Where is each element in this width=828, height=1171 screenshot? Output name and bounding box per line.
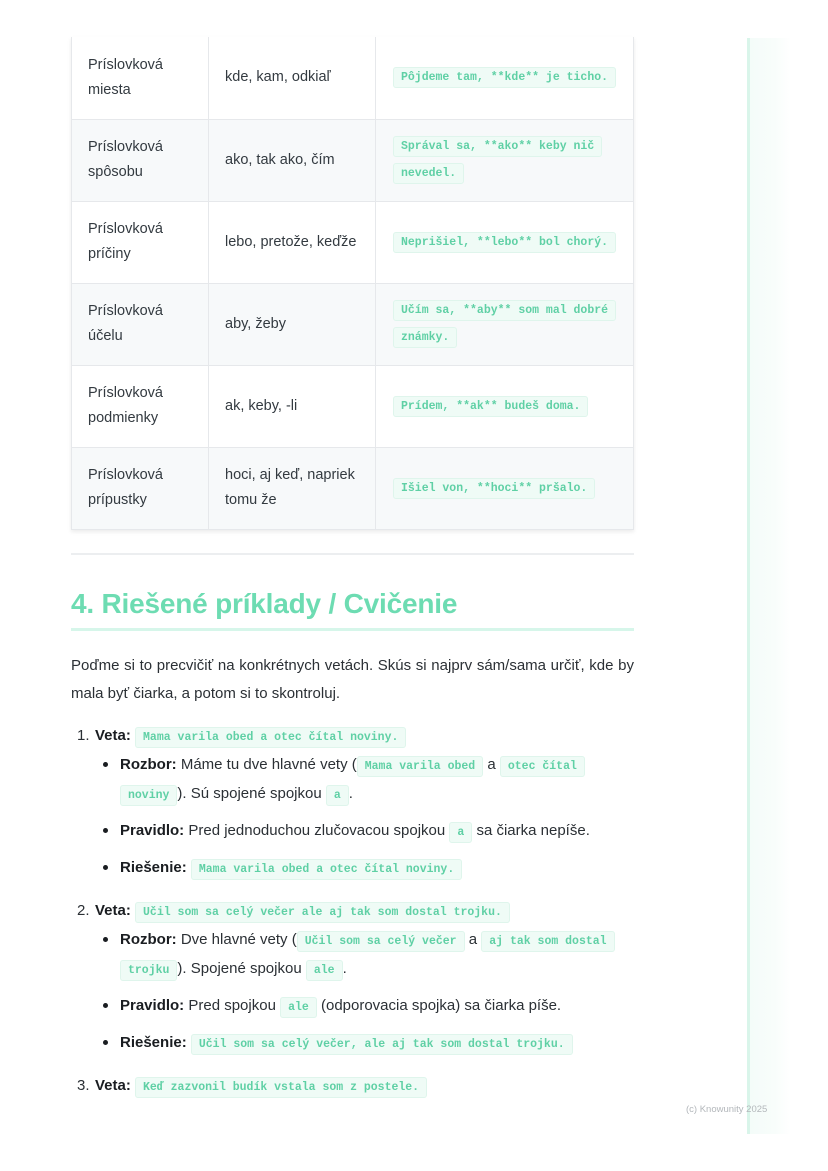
analysis-text: ). Sú spojené spojkou <box>177 785 322 802</box>
solution-item <box>95 854 634 883</box>
rule-item <box>95 817 634 846</box>
item-number: 3. <box>77 1077 90 1094</box>
item-number: 1. <box>77 727 90 744</box>
table-row <box>72 365 634 447</box>
conjunction-code: a <box>326 785 349 806</box>
section-heading: 4. Riešené príklady / Cvičenie <box>71 588 634 631</box>
sentence-code: Keď zazvonil budík vstala som z postele. <box>135 1077 427 1098</box>
clause-code: aj tak som dostal trojku <box>120 931 615 981</box>
conjunction-code: a <box>449 822 472 843</box>
clause-code: Mama varila obed <box>357 756 483 777</box>
example-cell <box>376 365 634 447</box>
solution-item <box>95 1029 634 1058</box>
intro-paragraph: Poďme si to precvičiť na konkrétnych vetách. Skús si najprv sám/sama určiť, kde by mala byť čiarka, a potom si to skontroluj. <box>71 657 634 702</box>
label-pravidlo: Pravidlo: <box>120 822 185 839</box>
clause-type-cell: Príslovková účelu <box>72 283 209 365</box>
rule-item <box>95 992 634 1021</box>
example-cell <box>376 119 634 201</box>
conjunction-code: ale <box>280 997 317 1018</box>
sentence-code: Učil som sa celý večer ale aj tak som dostal trojku. <box>135 902 510 923</box>
analysis-item <box>95 751 634 809</box>
side-margin-strip <box>747 38 791 1134</box>
document-page <box>71 37 634 530</box>
label-rozbor: Rozbor: <box>120 756 177 773</box>
example-code: Prídem, **ak** budeš doma. <box>393 396 588 417</box>
example-code: Išiel von, **hoci** pršalo. <box>393 478 595 499</box>
example-cell <box>376 201 634 283</box>
label-veta: Veta: <box>95 727 131 744</box>
clause-code: otec čítal noviny <box>120 756 585 806</box>
conjunctions-cell: aby, žeby <box>209 283 376 365</box>
example-code: Neprišiel, **lebo** bol chorý. <box>393 232 616 253</box>
analysis-item <box>95 926 634 984</box>
clause-type-cell: Príslovková miesta <box>72 37 209 119</box>
example-cell <box>376 37 634 119</box>
examples-list <box>71 722 634 1115</box>
conjunction-table <box>71 37 634 530</box>
clause-type-cell: Príslovková podmienky <box>72 365 209 447</box>
rule-text: Pred jednoduchou zlučovacou spojkou <box>188 822 446 839</box>
clause-code: Učil som sa celý večer <box>297 931 465 952</box>
conjunctions-cell: kde, kam, odkiaľ <box>209 37 376 119</box>
conjunction-code: ale <box>306 960 343 981</box>
joiner-text: a <box>468 931 478 948</box>
sentence-code: Mama varila obed a otec čítal noviny. <box>135 727 406 748</box>
section-divider <box>71 553 634 555</box>
label-rozbor: Rozbor: <box>120 931 177 948</box>
example-code: Správal sa, **ako** keby nič nevedel. <box>393 136 602 184</box>
table-row <box>72 283 634 365</box>
conjunctions-cell: ak, keby, -li <box>209 365 376 447</box>
label-pravidlo: Pravidlo: <box>120 997 185 1014</box>
label-veta: Veta: <box>95 902 131 919</box>
example-cell <box>376 283 634 365</box>
item-number: 2. <box>77 902 90 919</box>
solution-code: Učil som sa celý večer, ale aj tak som dostal trojku. <box>191 1034 573 1055</box>
conjunctions-cell: ako, tak ako, čím <box>209 119 376 201</box>
solution-code: Mama varila obed a otec čítal noviny. <box>191 859 462 880</box>
rule-text: sa čiarka nepíše. <box>476 822 590 839</box>
rule-text: (odporovacia spojka) sa čiarka píše. <box>320 997 562 1014</box>
example-code: Učím sa, **aby** som mal dobré známky. <box>393 300 616 348</box>
conjunctions-cell: hoci, aj keď, napriek tomu že <box>209 447 376 529</box>
example-code: Pôjdeme tam, **kde** je ticho. <box>393 67 616 88</box>
analysis-text: Máme tu dve hlavné vety ( <box>180 756 357 773</box>
clause-type-cell: Príslovková spôsobu <box>72 119 209 201</box>
example-item <box>71 722 634 883</box>
example-cell <box>376 447 634 529</box>
example-item <box>71 897 634 1058</box>
details-list <box>95 751 634 883</box>
clause-type-cell: Príslovková príčiny <box>72 201 209 283</box>
example-item <box>71 1072 634 1101</box>
analysis-text: ). Spojené spojkou <box>177 960 302 977</box>
clause-type-cell: Príslovková prípustky <box>72 447 209 529</box>
analysis-text: Dve hlavné vety ( <box>180 931 297 948</box>
conjunctions-cell: lebo, pretože, keďže <box>209 201 376 283</box>
rule-text: Pred spojkou <box>188 997 276 1014</box>
joiner-text: a <box>487 756 496 773</box>
table-row <box>72 119 634 201</box>
label-riesenie: Riešenie: <box>120 1034 187 1051</box>
label-veta: Veta: <box>95 1077 131 1094</box>
analysis-text: . <box>348 785 353 802</box>
details-list <box>95 926 634 1058</box>
table-row <box>72 201 634 283</box>
table-row <box>72 447 634 529</box>
analysis-text: . <box>342 960 347 977</box>
table-row <box>72 37 634 119</box>
copyright-footer: (c) Knowunity 2025 <box>686 1104 768 1115</box>
label-riesenie: Riešenie: <box>120 859 187 876</box>
